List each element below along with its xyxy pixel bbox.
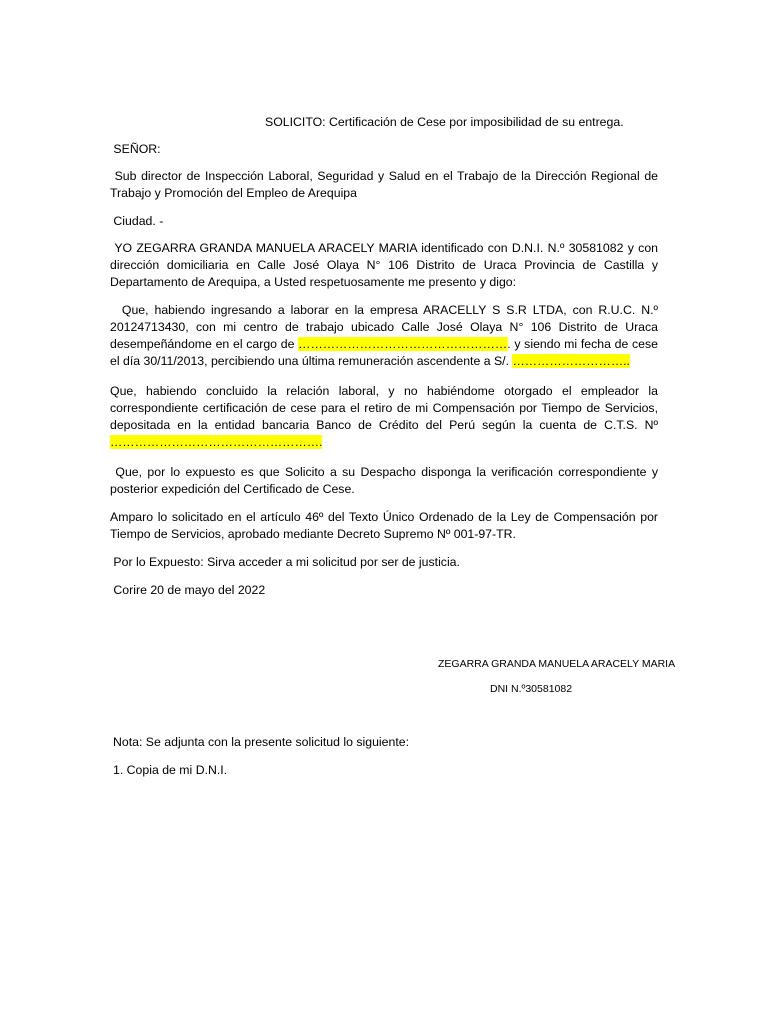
closing-paragraph: Por lo Expuesto: Sirva acceder a mi solicitud por ser de justicia. — [113, 555, 460, 569]
position-blank-highlight: …………………………………………… — [298, 337, 508, 351]
city-line: Ciudad. - — [113, 214, 164, 228]
attachment-note: Nota: Se adjunta con la presente solicitud lo siguiente: — [113, 735, 409, 749]
addressee: Sub director de Inspección Laboral, Seguridad y Salud en el Trabajo de la Dirección Regional de Trabajo y Promoción del Empleo de Arequipa — [110, 169, 658, 200]
intro-paragraph: YO ZEGARRA GRANDA MANUELA ARACELY MARIA identificado con D.N.I. N.º 30581082 y con dirección domiciliaria en Calle José Olaya N° 106 Distrito de Uraca Provincia de Castilla y Departamento de Arequipa, a Usted respetuosamente me presento y digo: — [110, 241, 658, 289]
legal-basis-paragraph: Amparo lo solicitado en el artículo 46º del Texto Único Ordenado de la Ley de Compensación por Tiempo de Servicios, aprobado mediante Decreto Supremo Nº 001-97-TR. — [110, 510, 658, 541]
salutation: SEÑOR: — [113, 142, 161, 156]
place-date: Corire 20 de mayo del 2022 — [113, 583, 266, 597]
signature-name: ZEGARRA GRANDA MANUELA ARACELY MARIA — [438, 658, 676, 670]
amount-blank-highlight: ……………………….. — [512, 354, 630, 368]
request-paragraph: Que, por lo expuesto es que Solicito a su Despacho disponga la verificación correspondiente y posterior expedición del Certificado de Cese. — [110, 465, 659, 496]
subject-line: SOLICITO: Certificación de Cese por imposibilidad de su entrega. — [265, 115, 624, 129]
cts-blank-highlight: ……………………………………………. — [110, 435, 323, 449]
cts-paragraph: Que, habiendo concluido la relación laboral, y no habiéndome otorgado el empleador la correspondiente certificación de cese para el retiro de mi Compensación por Tiempo de Servicios, depositada en la entidad bancaria Banco de Crédito del Perú según la cuenta de C.T.S. Nº ……………………………………………. — [110, 384, 658, 449]
employment-paragraph: Que, habiendo ingresando a laborar en la empresa ARACELLY S S.R LTDA, con R.U.C. N.º 20124713430, con mi centro de trabajo ubicado Calle José Olaya N° 106 Distrito de Uraca desempeñándome en el cargo de ……………………………………………. y siendo mi fecha de cese el día 30/11/2013, percibiendo una última remuneración ascendente a S/. ……………………….. — [110, 303, 658, 368]
signature-dni: DNI N.º30581082 — [490, 683, 573, 695]
attachment-item: 1. Copia de mi D.N.I. — [113, 763, 228, 777]
